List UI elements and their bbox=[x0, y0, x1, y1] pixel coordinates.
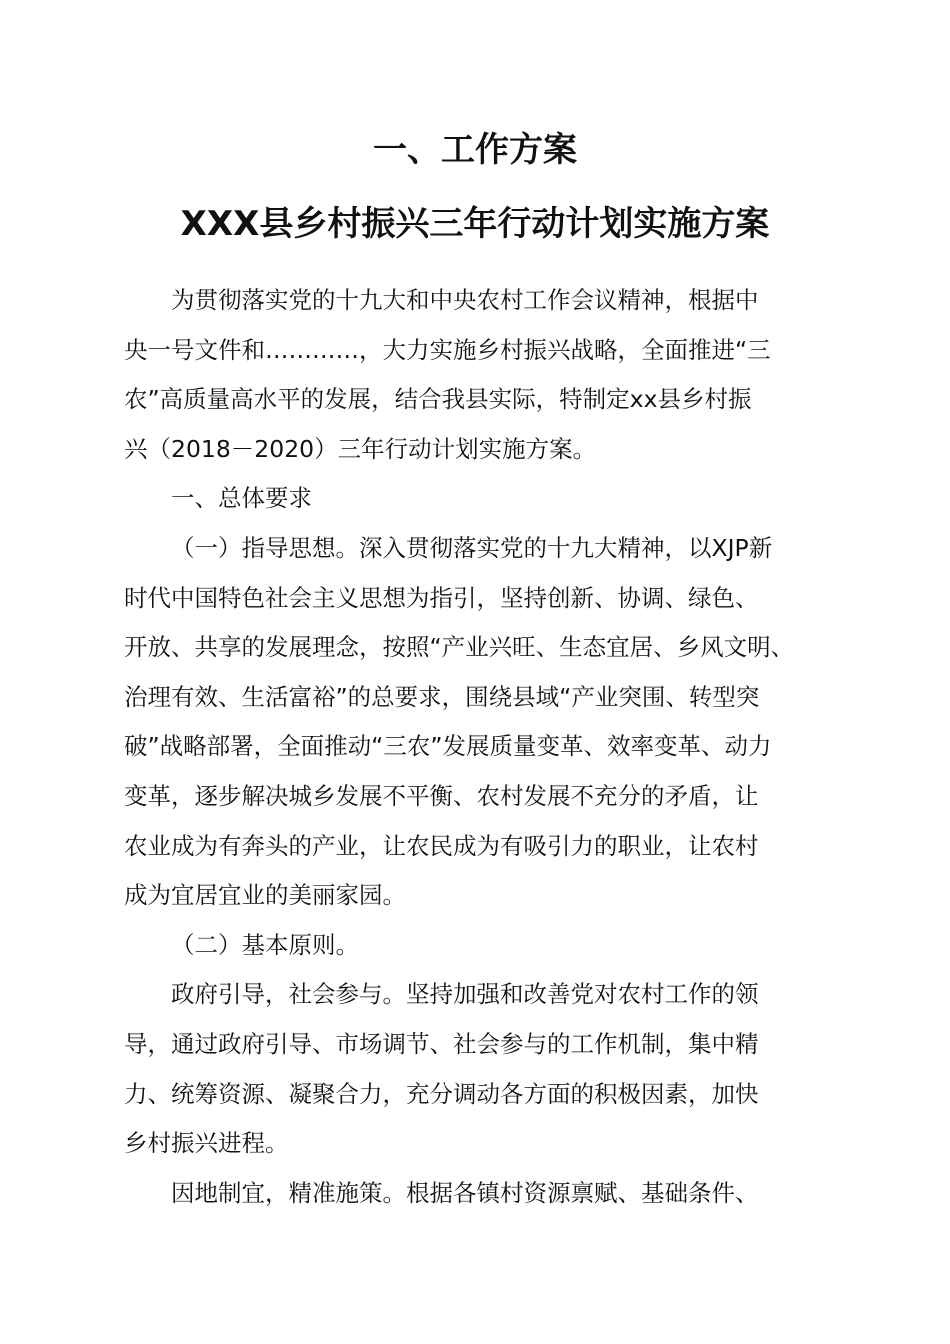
paragraph-guiding-ideology bbox=[124, 524, 844, 921]
section-heading-general-requirements bbox=[124, 474, 844, 524]
section-heading: 一、工作方案 bbox=[373, 130, 577, 170]
text-line: 因地制宜，精准施策。根据各镇村资源禀赋、基础条件、 bbox=[171, 1178, 759, 1207]
text-line: （二）基本原则。 bbox=[171, 930, 359, 959]
text-line: 政府引导，社会参与。坚持加强和改善党对农村工作的领 bbox=[171, 980, 759, 1009]
text-line: 导，通过政府引导、市场调节、社会参与的工作机制，集中精 bbox=[124, 1029, 759, 1058]
text-line: 开放、共享的发展理念，按照“产业兴旺、生态宜居、乡风文明、 bbox=[124, 633, 795, 662]
paragraph-government-guidance bbox=[124, 970, 844, 1168]
text-line: 治理有效、生活富裕”的总要求，围绕县域“产业突围、转型突 bbox=[124, 682, 760, 711]
paragraph-intro bbox=[124, 276, 844, 474]
text-line: 央一号文件和…………，大力实施乡村振兴战略，全面推进“三 bbox=[124, 335, 771, 364]
text-line: 力、统筹资源、凝聚合力，充分调动各方面的积极因素，加快 bbox=[124, 1079, 759, 1108]
text-line: 乡村振兴进程。 bbox=[124, 1129, 289, 1158]
text-line: 时代中国特色社会主义思想为指引，坚持创新、协调、绿色、 bbox=[124, 583, 759, 612]
text-line: （一）指导思想。深入贯彻落实党的十九大精神，以XJP新 bbox=[171, 533, 773, 562]
paragraph-local-conditions bbox=[124, 1169, 844, 1219]
text-line: 为贯彻落实党的十九大和中央农村工作会议精神，根据中 bbox=[171, 286, 759, 314]
text-line: 破”战略部署，全面推动“三农”发展质量变革、效率变革、动力 bbox=[124, 732, 772, 761]
subheading-basic-principles bbox=[124, 921, 844, 971]
text-line: 农”高质量高水平的发展，结合我县实际，特制定xx县乡村振 bbox=[124, 385, 752, 414]
text-line: 农业成为有奔头的产业，让农民成为有吸引力的职业，让农村 bbox=[124, 831, 759, 860]
text-line: 一、总体要求 bbox=[171, 484, 312, 513]
text-line: 成为宜居宜业的美丽家园。 bbox=[124, 881, 406, 910]
text-line: 兴（2018－2020）三年行动计划实施方案。 bbox=[124, 434, 597, 463]
document-title: XXX县乡村振兴三年行动计划实施方案 bbox=[180, 204, 770, 244]
text-line: 变革，逐步解决城乡发展不平衡、农村发展不充分的矛盾，让 bbox=[124, 781, 759, 810]
document-body bbox=[124, 276, 844, 1218]
